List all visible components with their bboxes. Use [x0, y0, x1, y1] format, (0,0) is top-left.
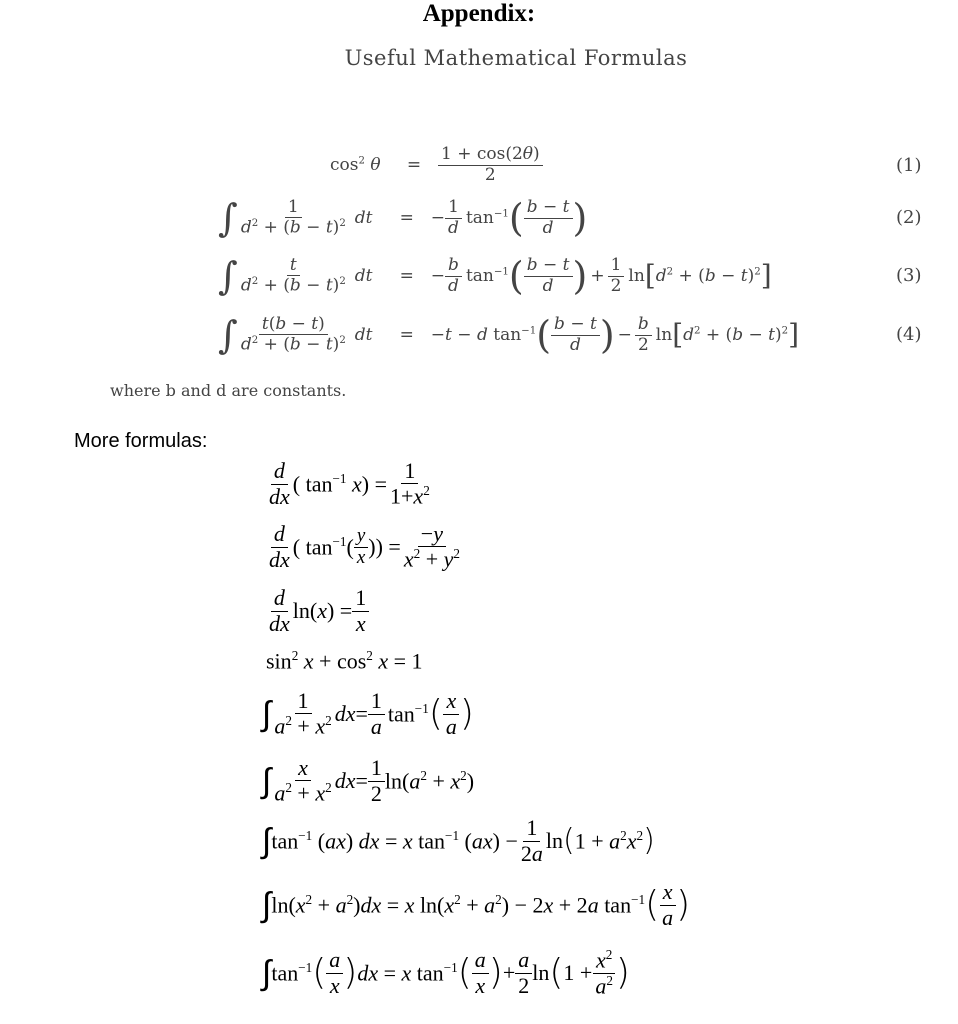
formula-derivative-arctan: $\frac{d}{dx}$ ( $\tan^{-1} x$) = $\frac{1}{1+x^2}$ [269, 458, 430, 509]
formula-integral-arctan: ∫ $\frac{1}{a^2 + x^2}$ dx = $\frac{1}{a}$ $\tan^{-1}$ ( $\frac{x}{a}$ ) [262, 688, 474, 739]
equation-number-3: (3) [896, 265, 922, 286]
equation-number-4: (4) [896, 324, 922, 345]
more-formulas-label: More formulas: [74, 430, 208, 452]
formula-integral-of-ln: ∫ $\ln(x^2 + a^2)dx = x$ $\ln(x^2 + a^2) - 2x + 2a$ $\tan^{-1}$ ( $\frac{x}{a}$ ) [262, 879, 691, 930]
equation-number-1: (1) [896, 155, 922, 176]
constants-note: where b and d are constants. [110, 381, 347, 400]
formula-derivative-ln: $\frac{d}{dx}$ ln(x) = $\frac{1}{x}$ [266, 584, 369, 638]
equation-3: ∫ $\frac{t}{d^2 + (b - t)^2}$ dt = − $\frac{b}{d}$ $\tan^{-1}$ ( $\frac{b - t}{d}$ ) + $\frac{1}{2}$ ln [ $d^2 + (b - t)^2$ ] [218, 254, 772, 298]
equation-number-2: (2) [896, 207, 922, 228]
formula-integral-ln: ∫ $\frac{x}{a^2 + x^2}$ dx = $\frac{1}{2}$ $\ln(a^2 + x^2)$ [262, 755, 475, 806]
appendix-title: Appendix: [422, 0, 536, 27]
formula-integral-of-arctan-ratio: ∫ $\tan^{-1}$ ( $\frac{a}{x}$ ) dx = x $\tan^{-1}$ ( $\frac{a}{x}$ ) + $\frac{a}{2}$ ln ( 1 + $\frac{x^2}{a^2}$ ) [262, 946, 630, 998]
equation-1: $\cos^2 \theta$ = $\frac{1 + \cos(2\theta)}{2}$ [330, 140, 543, 190]
equation-2: ∫ $\frac{1}{d^2 + (b - t)^2}$ dt = − $\frac{1}{d}$ $\tan^{-1}$ ( $\frac{b - t}{d}$ ) [218, 196, 588, 240]
equation-4: ∫ $\frac{t(b - t)}{d^2 + (b - t)^2}$ dt = −t − d $\tan^{-1}$ ( $\frac{b - t}{d}$ ) − $\frac{b}{2}$ ln [ $d^2 + (b - t)^2$ ] [218, 313, 800, 357]
page-subtitle: Useful Mathematical Formulas [344, 46, 688, 70]
formula-integral-of-arctan: ∫ $\tan^{-1} (ax)$ dx = x $\tan^{-1} (ax)$ − $\frac{1}{2a}$ ln ( $1 + a^2x^2$ ) [262, 815, 655, 866]
formula-derivative-arctan-ratio: $\frac{d}{dx}$ ( $\tan^{-1}$( $\frac{y}{x}$ )) = $\frac{-y}{x^2 + y^2}$ [269, 521, 460, 572]
formula-pythagorean-identity: $\sin^2 x + \cos^2 x = 1$ [266, 647, 423, 674]
